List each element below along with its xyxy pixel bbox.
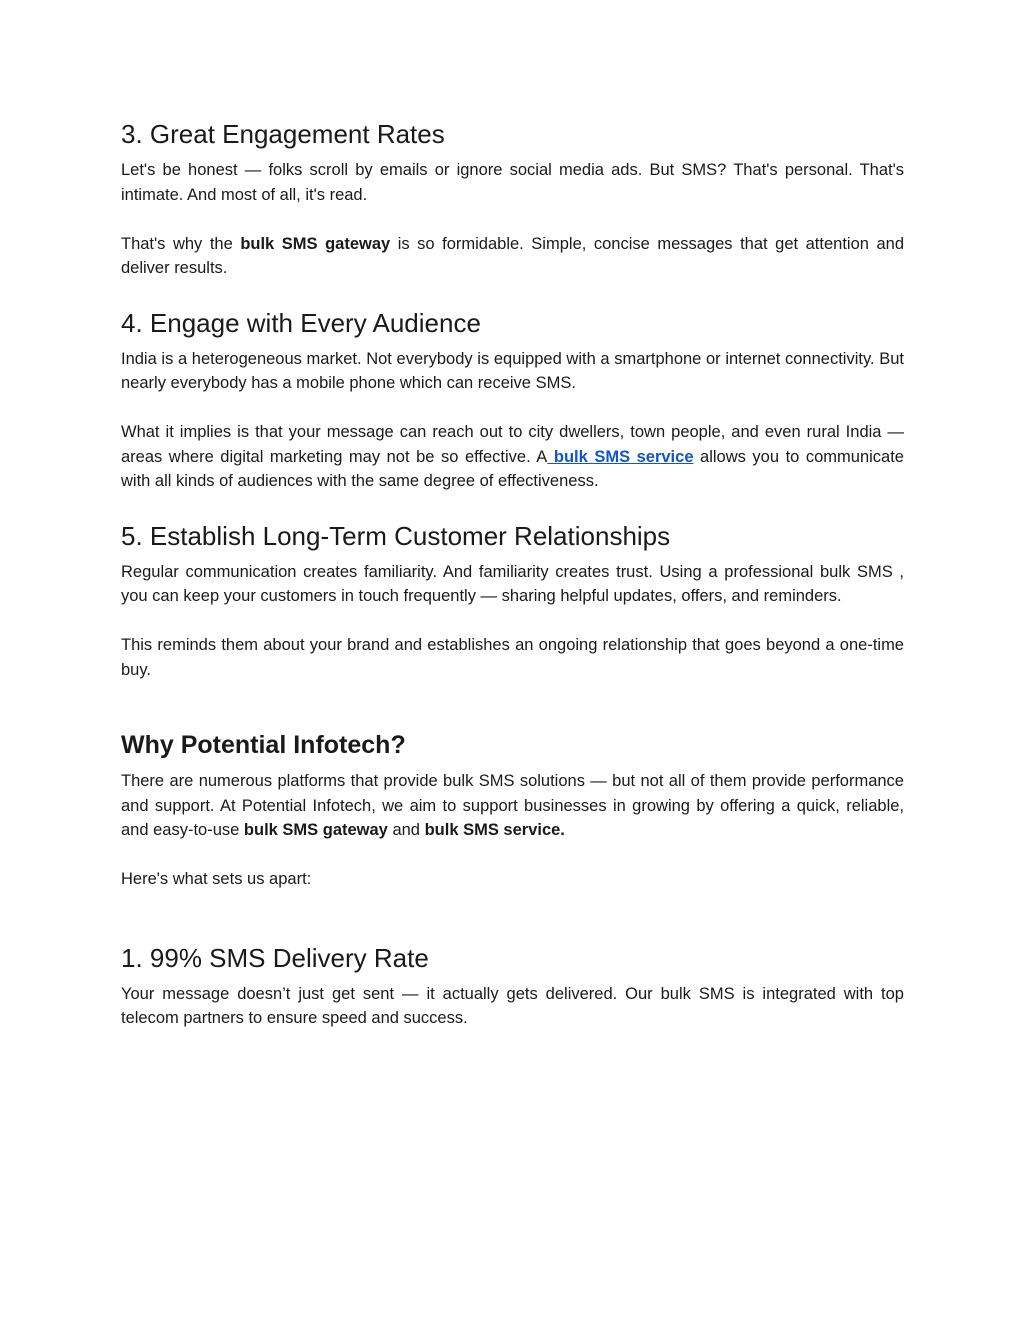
paragraph xyxy=(121,982,904,1031)
paragraph-text: allows you to communicate with all kinds of audiences with the same degree of effectiveness. xyxy=(121,447,904,490)
paragraph xyxy=(121,769,904,843)
section-heading-engagement-rates: 3. Great Engagement Rates xyxy=(121,119,445,149)
section-heading-every-audience: 4. Engage with Every Audience xyxy=(121,307,481,338)
paragraph-text: is so formidable. Simple, concise messages that get attention and deliver results. xyxy=(121,234,904,277)
bold-term: bulk SMS service. xyxy=(424,821,565,839)
bulk-sms-service-link[interactable]: bulk SMS service xyxy=(547,447,694,466)
section-heading-customer-relationships: 5. Establish Long-Term Customer Relationships xyxy=(121,520,671,551)
paragraph xyxy=(121,232,904,281)
paragraph-text: What it implies is that your message can reach out to city dwellers, town people, and even rural India — areas where digital marketing may not be so effective. A xyxy=(121,423,904,466)
paragraph-text: Regular communication creates familiarity. And familiarity creates trust. Using a professional bulk SMS , you can keep your customers in touch frequently — sharing helpful updates, offers, and reminders. xyxy=(121,562,904,605)
paragraph-text: Let's be honest — folks scroll by emails or ignore social media ads. But SMS? That's personal. That's intimate. And most of all, it's read. xyxy=(121,161,904,204)
bold-term: bulk SMS gateway xyxy=(243,821,388,839)
paragraph-text: Here's what sets us apart: xyxy=(121,870,312,888)
paragraph xyxy=(121,420,904,494)
section-heading-delivery-rate: 1. 99% SMS Delivery Rate xyxy=(121,942,429,973)
paragraph xyxy=(121,560,904,609)
paragraph-text: There are numerous platforms that provide bulk SMS solutions — but not all of them provide performance and support. At Potential Infotech, we aim to support businesses in growing by offering a quick, reliable, and easy-to-use xyxy=(121,772,904,839)
bold-term: bulk SMS gateway xyxy=(240,234,391,253)
paragraph xyxy=(121,867,904,892)
paragraph-text: That's why the xyxy=(121,234,241,253)
paragraph-text: This reminds them about your brand and establishes an ongoing relationship that goes beyond a one-time buy. xyxy=(121,636,904,679)
paragraph-text: India is a heterogeneous market. Not everybody is equipped with a smartphone or internet connectivity. But nearly everybody has a mobile phone which can receive SMS. xyxy=(121,349,904,392)
document-page xyxy=(121,118,904,1031)
paragraph xyxy=(121,158,904,207)
paragraph xyxy=(121,347,904,396)
paragraph-text: and xyxy=(387,821,425,839)
paragraph xyxy=(121,633,904,682)
paragraph-text: Your message doesn’t just get sent — it actually gets delivered. Our bulk SMS is integrated with top telecom partners to ensure speed and success. xyxy=(121,984,904,1027)
section-heading-why-potential-infotech: Why Potential Infotech? xyxy=(121,731,406,759)
